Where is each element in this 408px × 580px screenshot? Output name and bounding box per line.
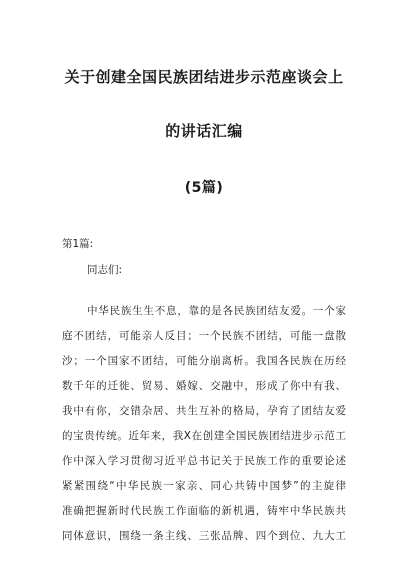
- paragraph-line: 同体意识，围绕一条主线、三张品牌、四个到位、九大工: [62, 530, 346, 542]
- paragraph-line: 准确把握新时代民族工作面临的新机遇，铸牢中华民族共: [62, 505, 346, 517]
- paragraph-line: 紧紧围绕“中华民族一家亲、同心共铸中国梦”的主旋律: [62, 480, 346, 492]
- paragraph-line: 沙；一个国家不团结，可能分崩离析。我国各民族在历经: [62, 355, 346, 367]
- paragraph-line: 数千年的迁徙、贸易、婚嫁、交融中，形成了你中有我、: [62, 380, 346, 392]
- document-subtitle: (5篇): [184, 180, 224, 196]
- section-label: 第1篇:: [62, 238, 94, 250]
- greeting: 同志们:: [87, 264, 123, 276]
- paragraph-line: 作中深入学习贯彻习近平总书记关于民族工作的重要论述: [62, 455, 346, 467]
- paragraph-line: 我中有你，交错杂居、共生互补的格局，孕育了团结友爱: [62, 405, 346, 417]
- document-title-line-2: 的讲话汇编: [165, 122, 243, 140]
- paragraph-line: 的宝贵传统。近年来，我X在创建全国民族团结进步示范工: [62, 430, 346, 442]
- paragraph-line: 庭不团结，可能亲人反目；一个民族不团结，可能一盘散: [62, 330, 346, 342]
- document-title-line-1: 关于创建全国民族团结进步示范座谈会上: [64, 68, 344, 86]
- paragraph-line: 中华民族生生不息，靠的是各民族团结友爱。一个家: [87, 305, 346, 317]
